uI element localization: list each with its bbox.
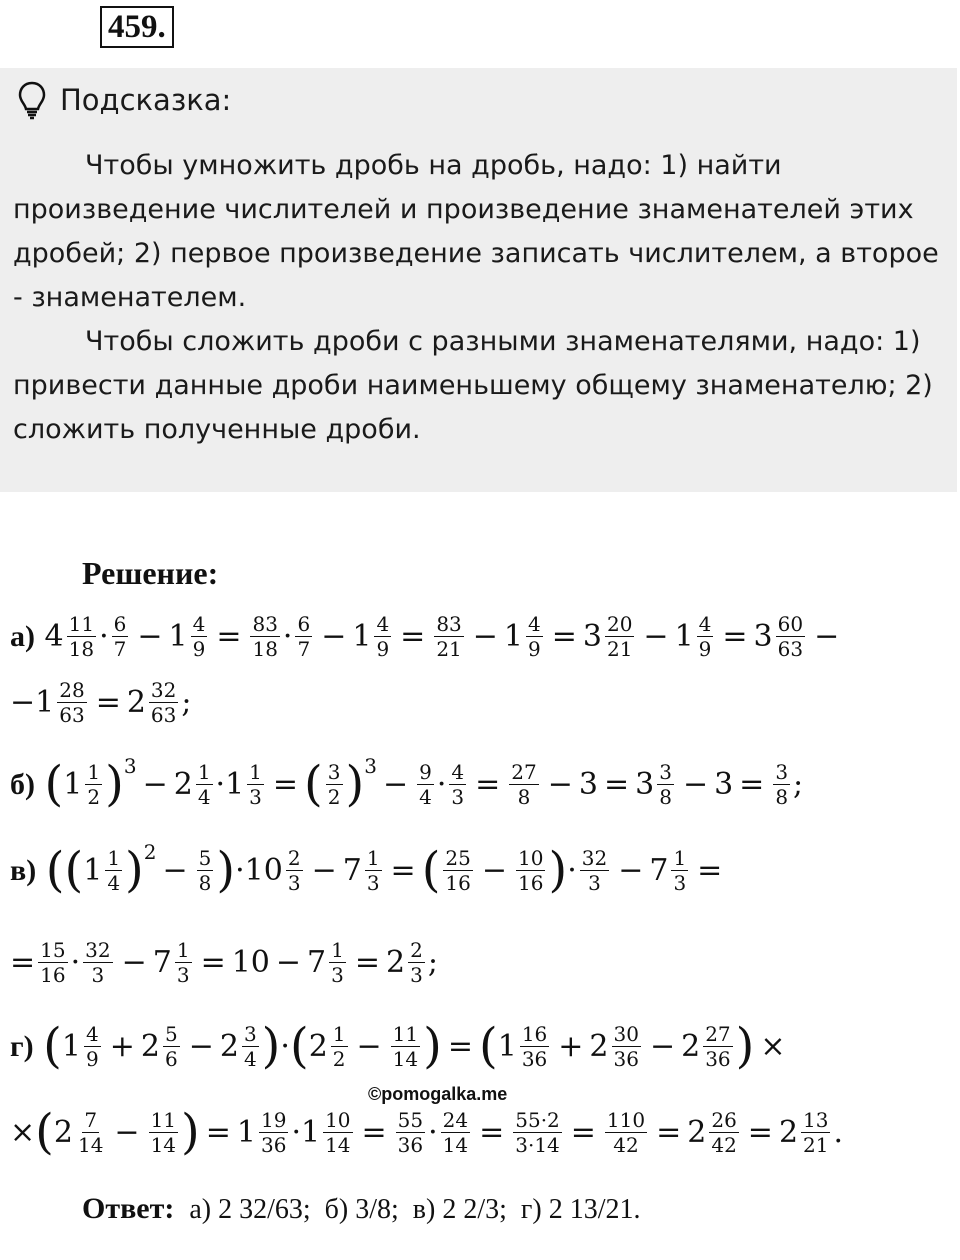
exercise-number: 459. (100, 6, 174, 48)
hint-paragraph: Чтобы умножить дробь на дробь, надо: 1) найти произведение числителей и произведение знаменателей этих дробей; 2) первое произведение записать числителем, а второе - знаменателем. (13, 150, 939, 313)
label-g: г) (10, 1029, 34, 1063)
hint-title: Подсказка: (60, 83, 232, 117)
watermark: ©pomogalka.me (368, 1084, 508, 1104)
label-v: в) (10, 853, 37, 887)
answer-g: г) 2 13/21 (520, 1194, 634, 1225)
hint-header (16, 78, 231, 122)
hint-paragraph: Чтобы сложить дроби с разными знаменателями, надо: 1) привести данные дроби наименьшему общему знаменателю; 2) сложить полученные дроби. (13, 326, 933, 445)
answer-line: Ответ: а) 2 32/63; б) 3/8; в) 2 2/3; г) 2 13/21. (82, 1192, 641, 1225)
label-a: а) (10, 619, 35, 653)
hint-text (13, 144, 948, 452)
solution-v-line2: = 15 16 · 32 3 − 7 $\frac{1}{3}$ = 10 − 7 $\frac{1}{3}$ = 2 $\frac{2}{3}$ ; (10, 938, 438, 987)
solution-b: б) ( 1 1 2 ) 3 − 2 $\frac{1}{4}$ ·1 $\frac{1}{3}$ = ( 3 2 ) 3 − $\frac{9}{4}$ · $\frac{4}{3}$ = $\frac{27}{8}$ − 3 = 3 $\frac{3}{8}$ − 3 = $\frac{3}{8}$ ; (10, 754, 804, 812)
hint-panel (0, 68, 957, 492)
solution-v-line1: в) ( ( 1 1 4 ) 2 − $\frac{5}{8}$ ) ·10 2 3 − 7 $\frac{1}{3}$ = ( 25 16 − $\frac{10}{16}$ ) · 32 3 − 7 $\frac{1}{3}$ = (10, 840, 723, 898)
label-b: б) (10, 767, 35, 801)
answer-v: в) 2 2/3 (412, 1194, 500, 1225)
solution-g-line2: × ( 2 7 14 − $\frac{11}{14}$ ) = 1 $\frac{19}{36}$ ·1 $\frac{10}{14}$ = $\frac{55}{36}$ · $\frac{24}{14}$ = $\frac{55\cdot 2}{3\cdot 14}$ = $\frac{110}{42}$ = 2 $\frac{26}{42}$ = 2 $\frac{13}{21}$ . (10, 1103, 844, 1160)
answer-a: а) 2 32/63 (189, 1194, 303, 1225)
solution-a-line1: а) 4 11 18 · 6 7 − 1 $\frac{4}{9}$ = $\frac{83}{18}$ · 6 7 − 1 $\frac{4}{9}$ = $\frac{83}{21}$ − 1 $\frac{4}{9}$ = 3 $\frac{20}{21}$ − 1 $\frac{4}{9}$ = 3 $\frac{60}{63}$ − (10, 612, 840, 661)
lightbulb-icon (16, 80, 48, 120)
solution-g-line1: г) ( 1 4 9 + 2 $\frac{5}{6}$ − 2 $\frac{3}{4}$ ) · ( 2 1 2 − $\frac{11}{14}$ ) = ( 1 16 36 + 2 $\frac{30}{36}$ − 2 $\frac{27}{36}$ ) × (10, 1017, 786, 1074)
solution-a-line2: −1 $\frac{28}{63}$ = 2 $\frac{32}{63}$ ; (10, 678, 192, 727)
answer-b: б) 3/8 (324, 1194, 391, 1225)
answer-label: Ответ: (82, 1192, 175, 1225)
solution-title: Решение: (82, 555, 219, 591)
